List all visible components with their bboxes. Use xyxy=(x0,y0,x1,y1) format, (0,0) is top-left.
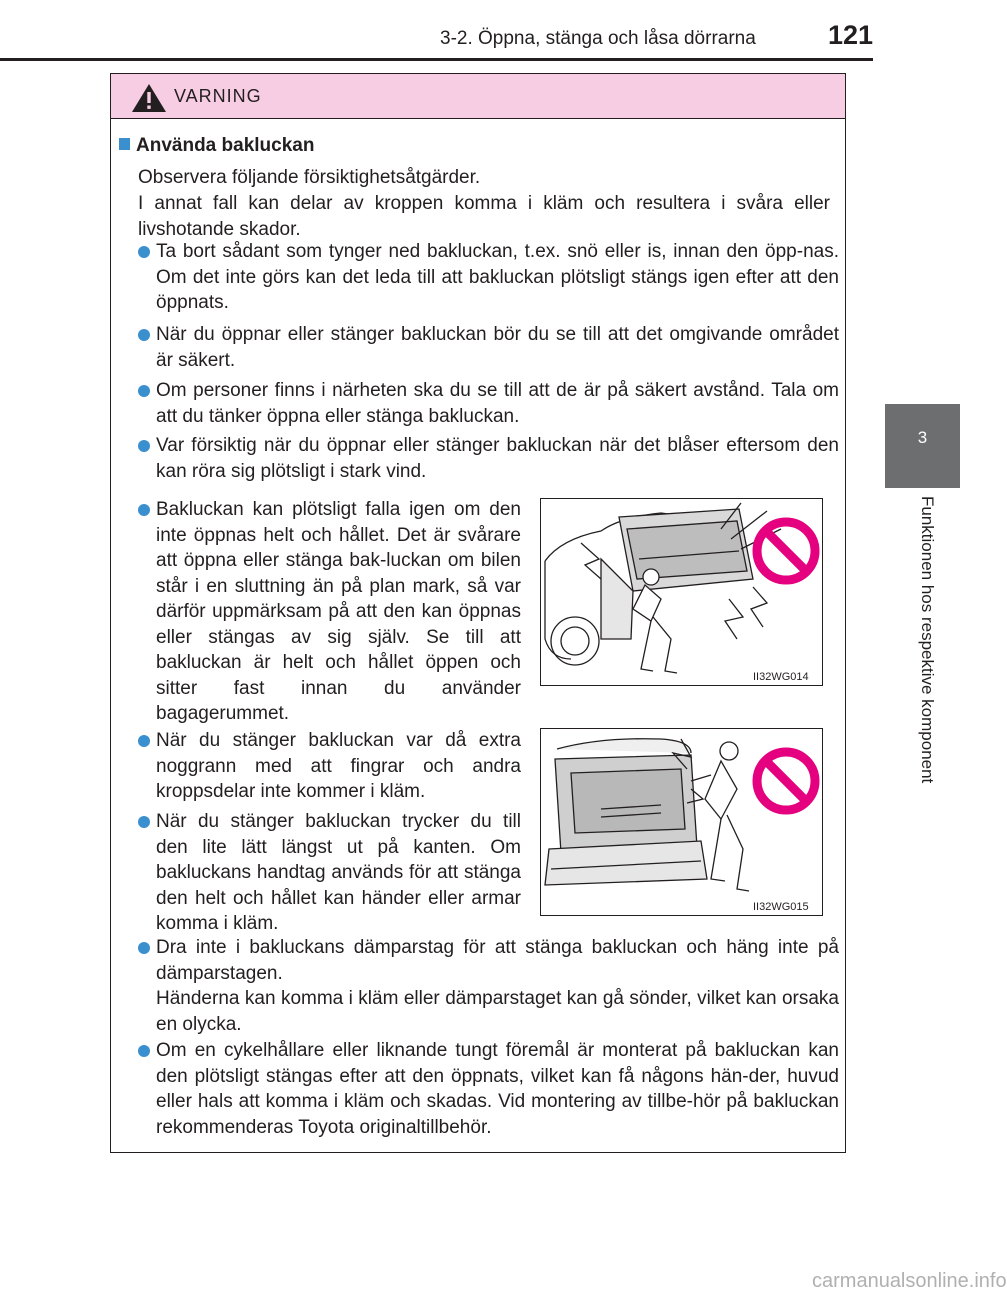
bullet-icon xyxy=(138,942,150,954)
figure-code-2: II32WG015 xyxy=(753,901,809,913)
figure-code-1: II32WG014 xyxy=(753,671,809,683)
bullet-text-8-extra: Händerna kan komma i kläm eller dämparstaget kan gå sönder, vilket kan orsaka en olycka. xyxy=(156,988,839,1035)
warning-header xyxy=(111,74,845,119)
header-rule xyxy=(0,58,873,61)
tailgate-falling-illustration xyxy=(541,499,824,687)
bullet-icon xyxy=(138,504,150,516)
tailgate-falling-figure xyxy=(540,498,823,686)
bullet-text-9: Om en cykelhållare eller liknande tungt föremål är monterat på bakluckan kan den plötsligt stängas efter att den öppnats, vilket kan få någons hän-der, huvud eller hals att komma i kläm och skadas. Vid montering av tillbe-hör på bakluckan rekommenderas Toyota originaltillbehör. xyxy=(156,1040,839,1138)
section-square-icon xyxy=(119,138,130,150)
section-title-text: Använda bakluckan xyxy=(136,135,315,156)
bullet-text-7: När du stänger bakluckan trycker du till den lite lätt längst ut på kanten. Om bakluckans handtag används för att stänga den helt och hållet kan händer eller armar komma i kläm. xyxy=(156,811,521,934)
bullet-icon xyxy=(138,329,150,341)
section-header: 3-2. Öppna, stänga och låsa dörrarna xyxy=(440,28,756,49)
warning-box xyxy=(110,73,846,1153)
warning-title: VARNING xyxy=(174,86,262,106)
watermark: carmanualsonline.info xyxy=(812,1270,1007,1292)
bullet-text-3: Om personer finns i närheten ska du se till att de är på säkert avstånd. Tala om att du tänker öppna eller stänga bakluckan. xyxy=(156,380,839,427)
warning-triangle-icon xyxy=(131,83,167,113)
bullet-icon xyxy=(138,816,150,828)
bullet-text-8: Dra inte i bakluckans dämparstag för att stänga bakluckan och häng inte på dämparstagen. xyxy=(156,937,839,984)
bullet-text-6: När du stänger bakluckan var då extra noggrann med att fingrar och andra kroppsdelar inte kommer i kläm. xyxy=(156,730,521,802)
chapter-tab xyxy=(885,404,960,488)
tailgate-closing-illustration xyxy=(541,729,824,917)
bullet-text-4: Var försiktig när du öppnar eller stänger bakluckan när det blåser eftersom den kan röra sig plötsligt i stark vind. xyxy=(156,435,839,482)
intro-line: Observera följande försiktighetsåtgärder. xyxy=(138,167,481,188)
bullet-icon xyxy=(138,440,150,452)
bullet-text-1: Ta bort sådant som tynger ned bakluckan, t.ex. snö eller is, innan den öpp-nas. Om det inte görs kan det leda till att bakluckan plötsligt stängs igen efter att den öppnats. xyxy=(156,241,839,313)
bullet-icon xyxy=(138,1045,150,1057)
tailgate-closing-figure xyxy=(540,728,823,916)
bullet-icon xyxy=(138,735,150,747)
bullet-text-2: När du öppnar eller stänger bakluckan bör du se till att det omgivande området är säkert. xyxy=(156,324,839,371)
intro-paragraph: I annat fall kan delar av kroppen komma i kläm och resultera i svåra eller livshotande skador. xyxy=(138,193,830,240)
bullet-text-5: Bakluckan kan plötsligt falla igen om den inte öppnas helt och hållet. Det är svårare att öppna eller stänga bak-luckan om bilen står i en sluttning än på plan mark, så var därför uppmärksam på att den kan öppnas eller stängas av sig själv. Se till att bakluckan är helt och hållet öppen och sitter fast innan du använder bagagerummet. xyxy=(156,499,521,724)
chapter-label: Funktionen hos respektive komponent xyxy=(918,496,937,784)
bullet-icon xyxy=(138,385,150,397)
page-number: 121 xyxy=(828,20,874,50)
bullet-icon xyxy=(138,246,150,258)
section-title xyxy=(119,135,314,157)
chapter-number: 3 xyxy=(917,428,928,447)
